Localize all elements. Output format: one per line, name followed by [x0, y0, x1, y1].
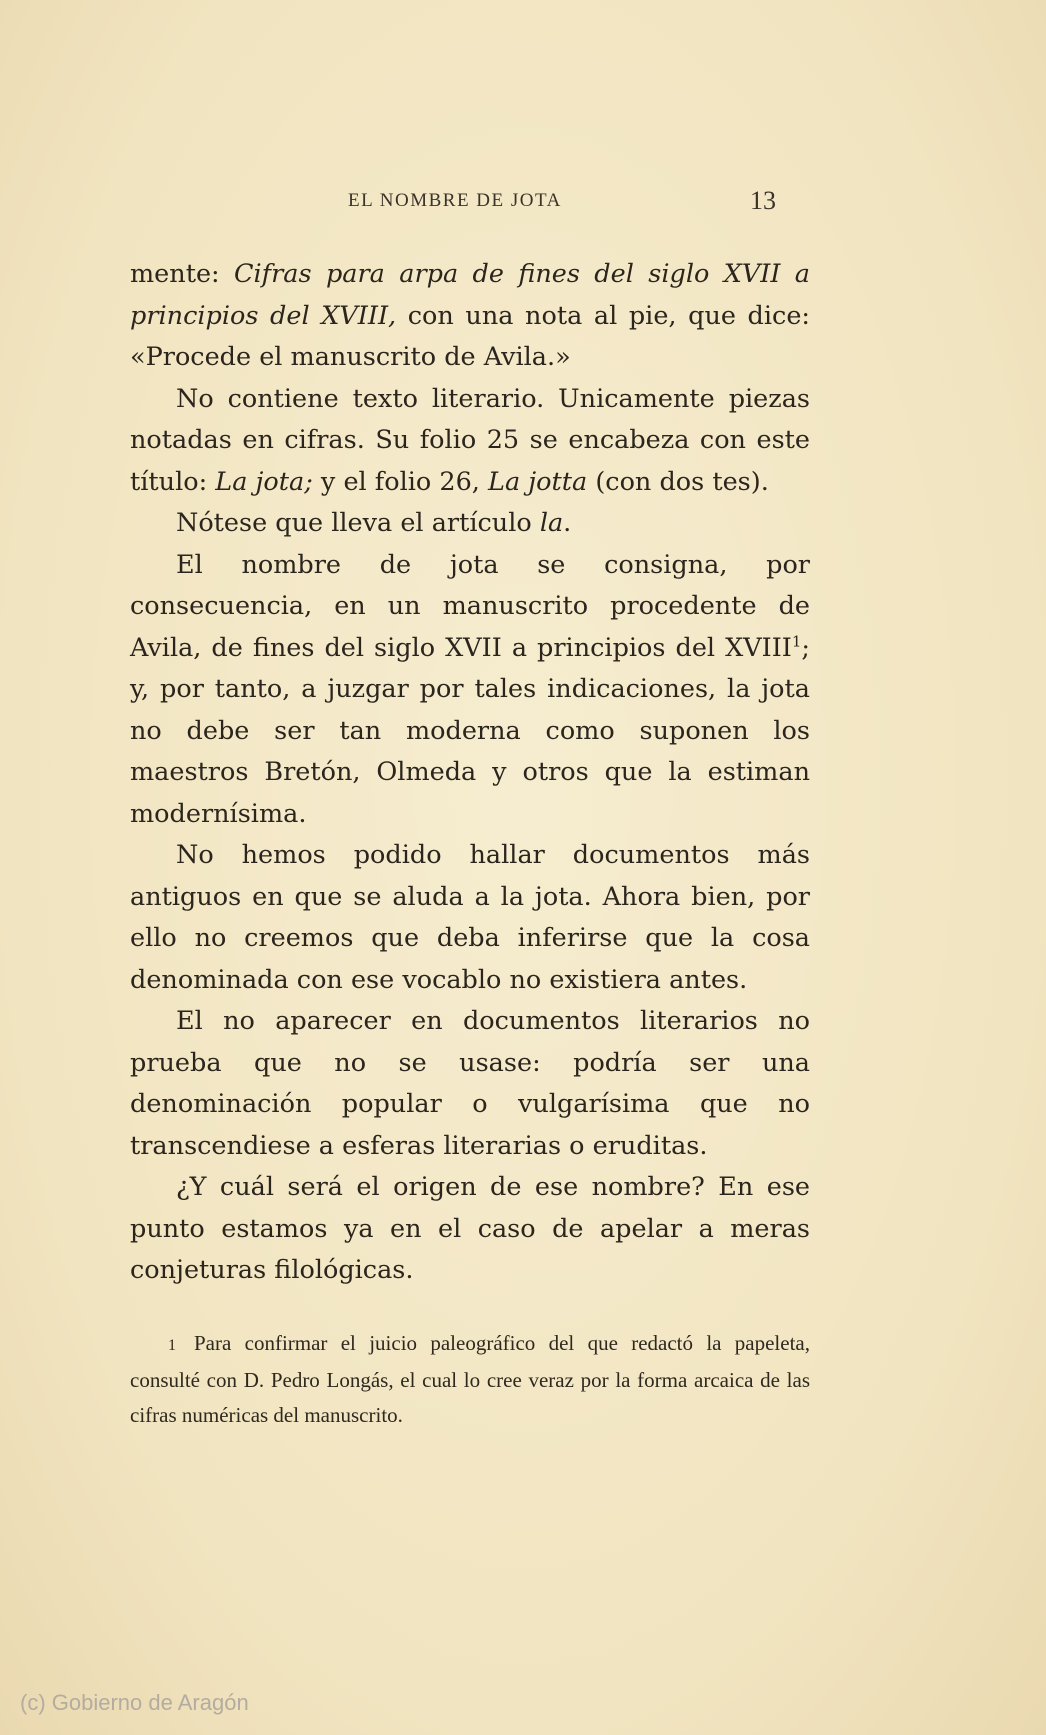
footnote: [130, 1326, 810, 1433]
paragraph-6: El no aparecer en documentos literarios no prueba que no se usase: podría ser una denominación popular o vulgarísima que no transcendiese a esferas literarias o eruditas.: [130, 1006, 810, 1161]
paragraph-3-text-b: .: [563, 508, 572, 538]
paragraph-1: [130, 254, 810, 379]
footnote-marker: 1: [168, 1337, 176, 1354]
page-number: 13: [750, 186, 776, 215]
body-text: [130, 254, 810, 1292]
paragraph-4-text-b: ; y, por tanto, a juzgar por tales indicaciones, la jota no debe ser tan moderna como suponen los maestros Bretón, Olmeda y otros que la estiman modernísima.: [130, 632, 810, 829]
manuscript-title: Cifras para arpa de fines del siglo XVII a principios del XVIII,: [130, 259, 810, 331]
running-title: EL NOMBRE DE JOTA: [348, 190, 562, 211]
paragraph-3-text-a: Nótese que lleva el artículo: [176, 508, 540, 538]
paragraph-1-text-a: mente:: [130, 259, 234, 289]
paragraph-2-text-a: No contiene texto literario. Unicamente piezas notadas en cifras. Su folio 25 se encabeza con este título:: [130, 383, 810, 497]
paragraph-2-text-b: y el folio 26,: [312, 466, 489, 497]
paragraph-1-text-b: con una nota al pie, que dice: «Procede el manuscrito de Avila.»: [130, 300, 810, 372]
footnote-text: Para confirmar el juicio paleográfico del que redactó la papeleta, consulté con D. Pedro Longás, el cual lo cree veraz por la forma arcaica de las cifras numéricas del manuscrito.: [130, 1331, 810, 1427]
paragraph-5: No hemos podido hallar documentos más antiguos en que se aluda a la jota. Ahora bien, por ello no creemos que deba inferirse que la cosa denominada con ese vocablo no existiera antes.: [130, 840, 810, 995]
paragraph-4: [130, 545, 810, 836]
folio-title-1: La jota;: [215, 466, 313, 497]
paragraph-2: [130, 379, 810, 504]
footnote-reference: 1: [791, 632, 802, 650]
paragraph-4-text-a: El nombre de jota se consigna, por consecuencia, en un manuscrito procedente de Avila, de fines del siglo XVII a principios del XVIII: [130, 549, 810, 663]
article-word: la: [539, 508, 564, 538]
paragraph-2-text-c: (con dos tes).: [587, 466, 769, 497]
folio-title-2: La jotta: [488, 466, 588, 497]
running-head: [130, 186, 810, 220]
paragraph-3: [130, 503, 810, 545]
paragraph-7: ¿Y cuál será el origen de ese nombre? En ese punto estamos ya en el caso de apelar a meras conjeturas filológicas.: [130, 1172, 810, 1285]
copyright-watermark: (c) Gobierno de Aragón: [20, 1690, 249, 1715]
